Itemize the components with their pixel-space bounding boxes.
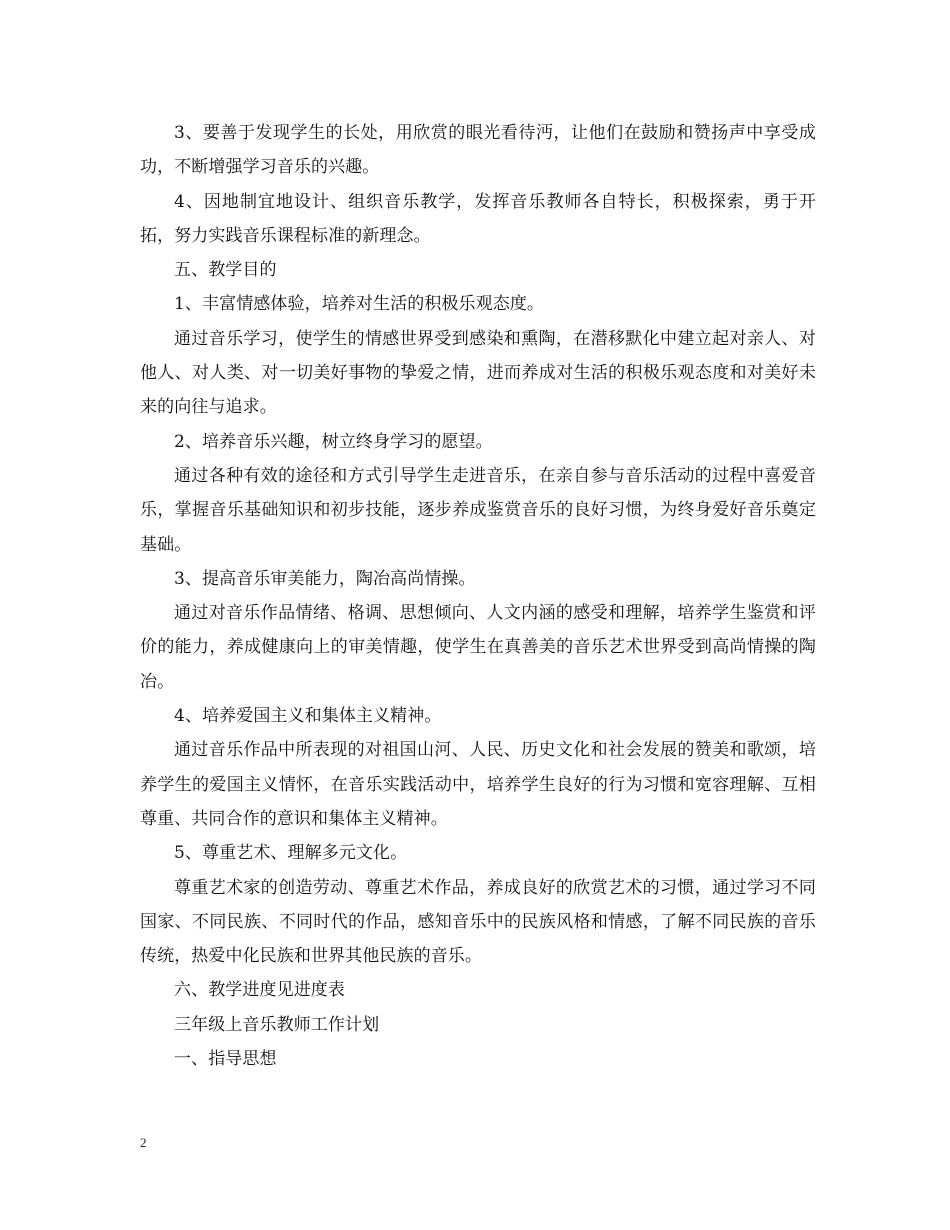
goal-text-1: 通过音乐学习，使学生的情感世界受到感染和熏陶，在潜移默化中建立起对亲人、对他人、对人类、对一切美好事物的挚爱之情，进而养成对生活的积极乐观态度和对美好未来的向往与追求。 — [140, 328, 816, 418]
goal-text-3: 通过对音乐作品情绪、格调、思想倾向、人文内涵的感受和理解，培养学生鉴赏和评价的能力，养成健康向上的审美情趣，使学生在真善美的音乐艺术世界受到高尚情操的陶冶。 — [140, 603, 816, 692]
goal-text-4: 通过音乐作品中所表现的对祖国山河、人民、历史文化和社会发展的赞美和歌颂，培养学生的爱国主义情怀，在音乐实践活动中，培养学生良好的行为习惯和宽容理解、互相尊重、共同合作的意识和集体主义精神。 — [140, 740, 816, 829]
goal-heading-1: 1、丰富情感体验，培养对生活的积极乐观态度。 — [174, 294, 545, 315]
section-heading-guiding-thought: 一、指导思想 — [174, 1049, 277, 1070]
section-heading-teaching-goals: 五、教学目的 — [174, 260, 277, 281]
goal-heading-3: 3、提高音乐审美能力，陶冶高尚情操。 — [174, 568, 476, 589]
page-number: 2 — [140, 1135, 147, 1150]
goal-heading-5: 5、尊重艺术、理解多元文化。 — [174, 843, 408, 864]
plan-title: 三年级上音乐教师工作计划 — [174, 1014, 380, 1035]
section-heading-schedule: 六、教学进度见进度表 — [174, 980, 345, 1001]
goal-text-5: 尊重艺术家的创造劳动、尊重艺术作品，养成良好的欣赏艺术的习惯，通过学习不同国家、不同民族、不同时代的作品，感知音乐中的民族风格和情感，了解不同民族的音乐传统，热爱中化民族和世界其他民族的音乐。 — [140, 877, 816, 967]
paragraph-1: 3、要善于发现学生的长处，用欣赏的眼光看待沔，让他们在鼓励和赞扬声中享受成功，不断增强学习音乐的兴趣。 — [140, 123, 816, 178]
goal-heading-4: 4、培养爱国主义和集体主义精神。 — [174, 706, 442, 727]
goal-text-2: 通过各种有效的途径和方式引导学生走进音乐，在亲自参与音乐活动的过程中喜爱音乐，掌握音乐基础知识和初步技能，逐步养成鉴赏音乐的良好习惯，为终身爱好音乐奠定基础。 — [140, 465, 816, 555]
paragraph-2: 4、因地制宜地设计、组织音乐教学，发挥音乐教师各自特长，积极探索，勇于开拓，努力实践音乐课程标准的新理念。 — [140, 191, 816, 246]
goal-heading-2: 2、培养音乐兴趣，树立终身学习的愿望。 — [174, 431, 493, 452]
document-body — [140, 116, 816, 1076]
